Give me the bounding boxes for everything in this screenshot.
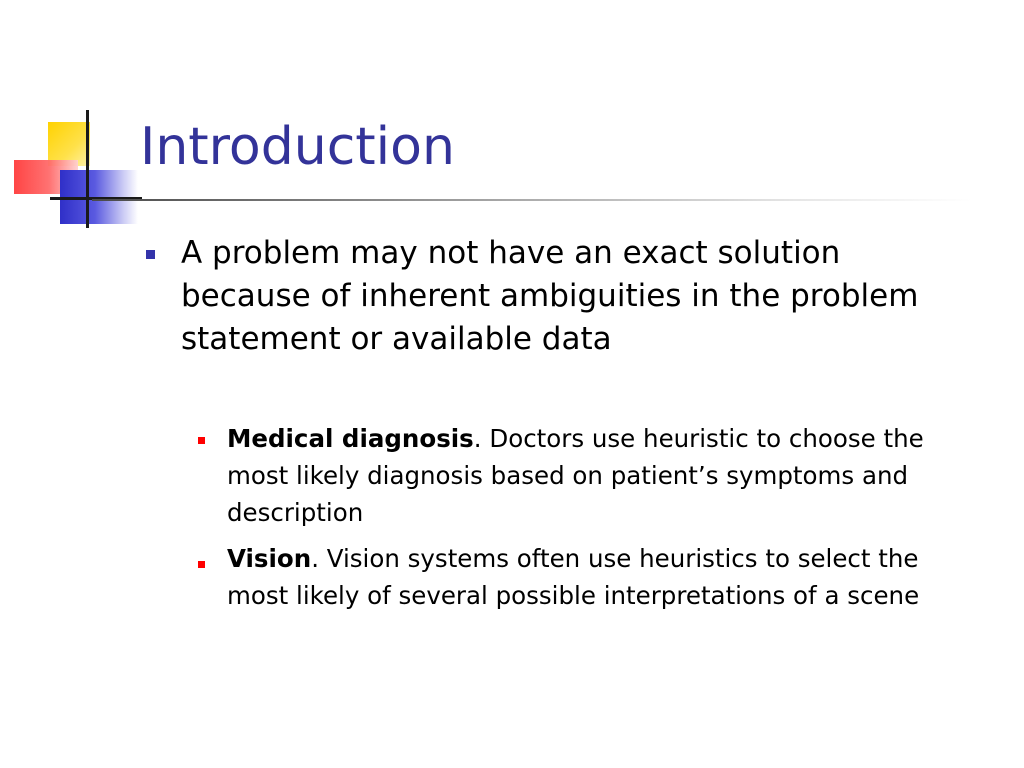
sub-bullet-text: . Vision systems often use heuristics to select the most likely of several possible interpretations of a scene [227,544,920,610]
bullet-marker-level1 [146,250,155,259]
sub-bullet-text: . Doctors use heuristic to choose the most likely diagnosis based on patient’s symptoms and description [227,424,924,527]
sub-bullet-term: Vision [227,544,312,573]
sub-bullet-vision [227,540,947,614]
bullet-marker-level2 [198,561,205,568]
corner-decoration [0,0,150,240]
slide-title: Introduction [140,117,455,177]
vertical-line [86,110,89,228]
title-underline [92,199,972,201]
sub-bullet-medical-diagnosis [227,420,947,531]
bullet-level1-text: A problem may not have an exact solution because of inherent ambiguities in the problem statement or available data [181,235,919,357]
bullet-marker-level2 [198,437,205,444]
sub-bullet-term: Medical diagnosis [227,424,474,453]
